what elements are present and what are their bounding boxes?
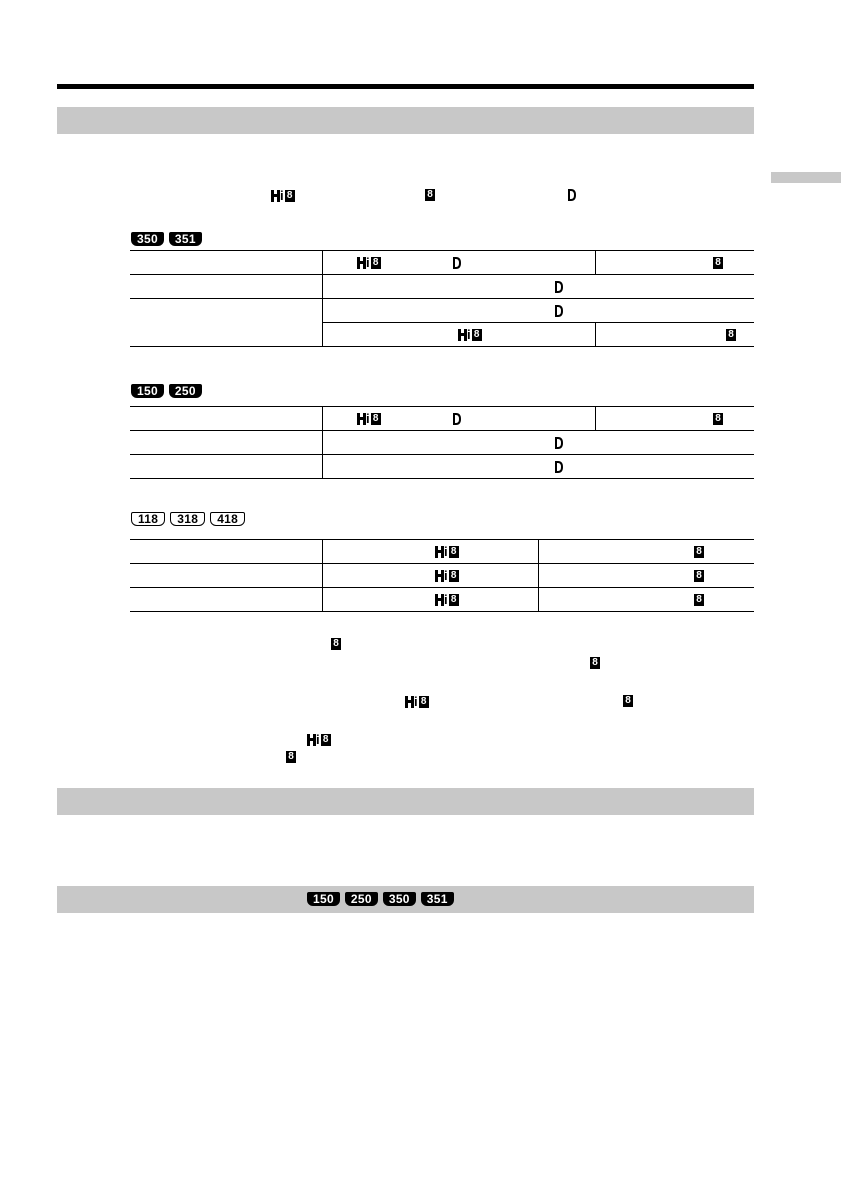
digital8-logo-icon bbox=[568, 189, 576, 201]
video8-logo-icon: 8 bbox=[286, 751, 296, 763]
video8-logo-icon: 8 bbox=[623, 695, 633, 707]
model-badge: 318 bbox=[170, 512, 205, 526]
hi8-logo-icon: i 8 bbox=[435, 593, 459, 606]
video8-logo-icon: 8 bbox=[425, 189, 435, 201]
model-badge: 351 bbox=[421, 892, 454, 906]
model-badges-a bbox=[131, 232, 202, 246]
table-row bbox=[130, 431, 754, 455]
hi8-logo-icon: i 8 bbox=[357, 412, 381, 425]
video8-logo-icon: 8 bbox=[590, 657, 600, 669]
section-header-1 bbox=[57, 107, 754, 134]
model-badge: 250 bbox=[169, 384, 202, 398]
table-row bbox=[130, 251, 754, 275]
video8-logo-icon: 8 bbox=[713, 257, 723, 269]
video8-logo-icon: 8 bbox=[694, 546, 704, 558]
video8-logo-icon: 8 bbox=[726, 329, 736, 341]
section-header-3 bbox=[57, 886, 754, 913]
video8-logo-icon: 8 bbox=[694, 570, 704, 582]
model-badge: 150 bbox=[307, 892, 340, 906]
model-badges-b bbox=[131, 384, 202, 398]
model-badge: 350 bbox=[131, 232, 164, 246]
table-row bbox=[130, 299, 754, 323]
model-badge: 150 bbox=[131, 384, 164, 398]
hi8-logo-icon: i 8 bbox=[405, 695, 429, 708]
table-row bbox=[130, 275, 754, 299]
digital8-logo-icon bbox=[555, 461, 563, 473]
hi8-logo-icon: i 8 bbox=[307, 733, 331, 746]
hi8-logo-icon: i 8 bbox=[435, 569, 459, 582]
section-header-2 bbox=[57, 788, 754, 815]
intro-digital8-logo bbox=[568, 189, 576, 201]
model-badge: 351 bbox=[169, 232, 202, 246]
hi8-logo-icon: i 8 bbox=[271, 189, 295, 202]
video8-logo-icon: 8 bbox=[694, 594, 704, 606]
compat-table-b bbox=[130, 406, 754, 479]
hi8-logo-icon: i 8 bbox=[435, 545, 459, 558]
intro-hi8-logo bbox=[271, 189, 295, 202]
model-badge: 418 bbox=[210, 512, 245, 526]
model-badges-bottom bbox=[307, 892, 454, 906]
table-row bbox=[130, 564, 754, 588]
model-badges-c bbox=[131, 512, 245, 526]
digital8-logo-icon bbox=[453, 413, 461, 425]
digital8-logo-icon bbox=[555, 437, 563, 449]
model-badge: 118 bbox=[131, 512, 165, 526]
top-rule bbox=[57, 84, 754, 89]
hi8-logo-icon: i 8 bbox=[458, 328, 482, 341]
compat-table-a bbox=[130, 250, 754, 347]
video8-logo-icon: 8 bbox=[331, 638, 341, 650]
model-badge: 250 bbox=[345, 892, 378, 906]
intro-video8-logo bbox=[425, 189, 435, 201]
table-row bbox=[130, 588, 754, 612]
digital8-logo-icon bbox=[453, 257, 461, 269]
digital8-logo-icon bbox=[555, 305, 563, 317]
compat-table-c bbox=[130, 539, 754, 612]
table-row bbox=[130, 540, 754, 564]
table-row bbox=[130, 455, 754, 479]
side-index-tab bbox=[771, 172, 841, 183]
video8-logo-icon: 8 bbox=[713, 413, 723, 425]
digital8-logo-icon bbox=[555, 281, 563, 293]
model-badge: 350 bbox=[383, 892, 416, 906]
hi8-logo-icon: i 8 bbox=[357, 256, 381, 269]
table-row bbox=[130, 407, 754, 431]
